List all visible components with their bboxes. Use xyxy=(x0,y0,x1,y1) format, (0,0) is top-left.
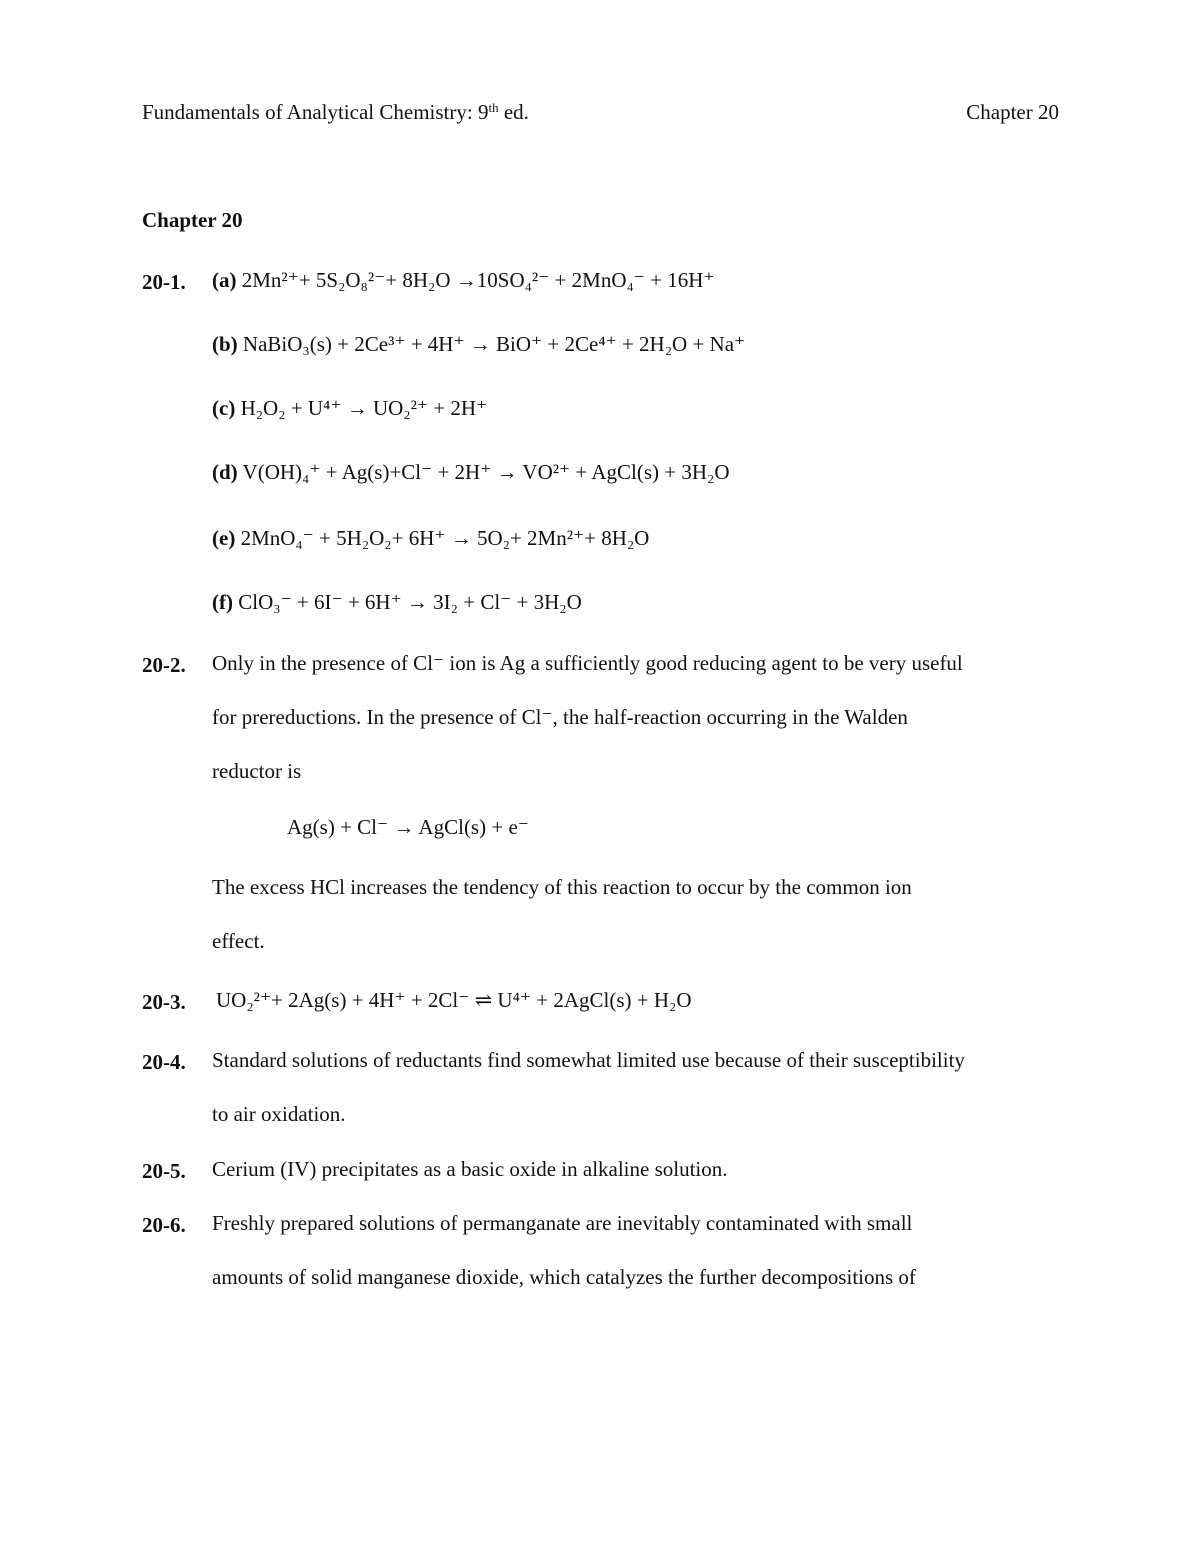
paragraph-line: The excess HCl increases the tendency of this reaction to occur by the common ion xyxy=(212,875,912,899)
running-header-chapter: Chapter 20 xyxy=(966,100,1059,124)
equation-20-1d xyxy=(212,462,729,483)
equation-20-1e xyxy=(212,528,649,549)
book-title-sup: th xyxy=(488,99,499,115)
paragraph-line: Freshly prepared solutions of permanganate are inevitably contaminated with small xyxy=(212,1211,913,1235)
paragraph-line: Only in the presence of Cl⁻ ion is Ag a sufficiently good reducing agent to be very useful xyxy=(212,651,963,675)
equation-text: 2MnO₄⁻ + 5H₂O₂+ 6H⁺ → 5O₂+ 2Mn²⁺+ 8H₂O xyxy=(240,526,650,550)
equation-20-1a xyxy=(212,270,715,291)
problem-number-20-3: 20-3. xyxy=(142,990,186,1014)
running-header-book xyxy=(142,100,529,125)
part-label: (c) xyxy=(212,396,236,420)
equation-20-1c xyxy=(212,398,487,419)
book-title-post: ed. xyxy=(498,100,529,124)
part-label: (d) xyxy=(212,460,238,484)
problem-number-20-2: 20-2. xyxy=(142,653,186,677)
equation-text: 2Mn²⁺+ 5S₂O₈²⁻+ 8H₂O →10SO₄²⁻ + 2MnO₄⁻ + 16H⁺ xyxy=(241,268,715,292)
equation-text: V(OH)₄⁺ + Ag(s)+Cl⁻ + 2H⁺ → VO²⁺ + AgCl(s) + 3H₂O xyxy=(242,460,730,484)
equation-text: NaBiO₃(s) + 2Ce³⁺ + 4H⁺ → BiO⁺ + 2Ce⁴⁺ + 2H₂O + Na⁺ xyxy=(242,332,746,356)
paragraph-line: reductor is xyxy=(212,759,302,783)
problem-number-20-5: 20-5. xyxy=(142,1159,186,1183)
book-title-pre: Fundamentals of Analytical Chemistry: 9 xyxy=(142,100,489,124)
page-title: Chapter 20 xyxy=(142,208,243,232)
paragraph-line: to air oxidation. xyxy=(212,1102,346,1126)
problem-number-20-6: 20-6. xyxy=(142,1213,186,1237)
paragraph-line: Standard solutions of reductants find somewhat limited use because of their susceptibility xyxy=(212,1048,965,1072)
equation-text: H₂O₂ + U⁴⁺ → UO₂²⁺ + 2H⁺ xyxy=(240,396,488,420)
equation-20-2: Ag(s) + Cl⁻ → AgCl(s) + e⁻ xyxy=(287,815,529,839)
equation-20-1f xyxy=(212,592,582,613)
part-label: (e) xyxy=(212,526,236,550)
problem-number-20-1: 20-1. xyxy=(142,270,186,294)
problem-number-20-4: 20-4. xyxy=(142,1050,186,1074)
part-label: (b) xyxy=(212,332,238,356)
part-label: (f) xyxy=(212,590,233,614)
equation-20-1b xyxy=(212,334,745,355)
equation-20-3: UO₂²⁺+ 2Ag(s) + 4H⁺ + 2Cl⁻ ⇌ U⁴⁺ + 2AgCl(s) + H₂O xyxy=(216,988,692,1012)
part-label: (a) xyxy=(212,268,237,292)
paragraph-line: Cerium (IV) precipitates as a basic oxide in alkaline solution. xyxy=(212,1157,728,1181)
paragraph-line: amounts of solid manganese dioxide, which catalyzes the further decompositions of xyxy=(212,1265,916,1289)
paragraph-line: for prereductions. In the presence of Cl⁻, the half-reaction occurring in the Walden xyxy=(212,705,908,729)
equation-text: ClO₃⁻ + 6I⁻ + 6H⁺ → 3I₂ + Cl⁻ + 3H₂O xyxy=(238,590,582,614)
paragraph-line: effect. xyxy=(212,929,265,953)
